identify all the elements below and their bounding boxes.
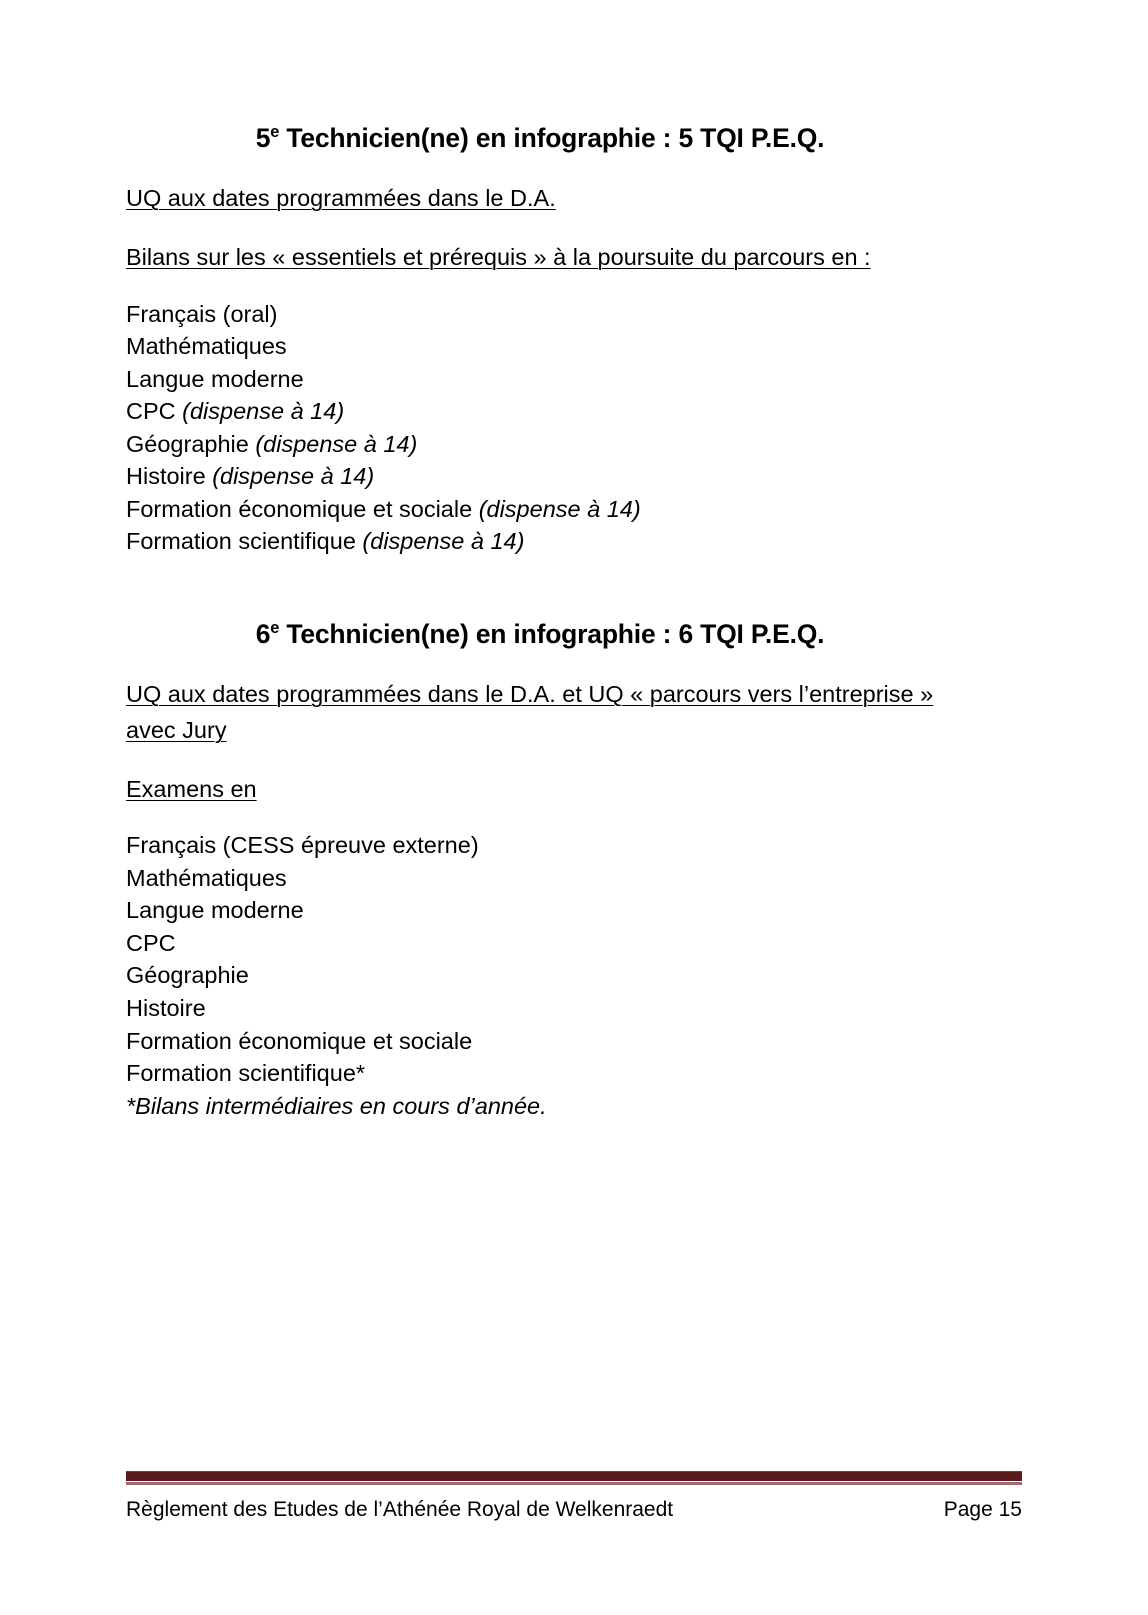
list-item xyxy=(126,1025,954,1058)
section-1-title-superscript: e xyxy=(270,123,280,142)
list-item xyxy=(126,1057,954,1090)
section-2-subject-list xyxy=(126,829,954,1089)
list-item xyxy=(126,992,954,1025)
subject-name: CPC xyxy=(126,398,183,425)
footer-rule-thick xyxy=(126,1471,1022,1481)
section-2-lead-2-underlined: Examens en xyxy=(126,775,257,802)
subject-name: Langue moderne xyxy=(126,897,304,924)
subject-name: Formation scientifique* xyxy=(126,1060,366,1087)
list-item xyxy=(126,894,954,927)
subject-name: Mathématiques xyxy=(126,333,287,360)
subject-note: (dispense à 14) xyxy=(478,495,641,522)
list-item xyxy=(126,862,954,895)
list-item xyxy=(126,460,954,493)
list-item xyxy=(126,829,954,862)
list-item xyxy=(126,395,954,428)
list-item xyxy=(126,959,954,992)
section-2-title xyxy=(126,618,954,651)
section-2-lead-2 xyxy=(126,772,954,808)
section-1-title xyxy=(126,122,954,155)
section-1-lead-2 xyxy=(126,240,954,276)
list-item xyxy=(126,428,954,461)
subject-note: (dispense à 14) xyxy=(362,528,525,555)
subject-name: Histoire xyxy=(126,994,206,1021)
list-item xyxy=(126,927,954,960)
section-2-title-superscript: e xyxy=(270,619,280,638)
subject-note: (dispense à 14) xyxy=(255,430,418,457)
list-item xyxy=(126,525,954,558)
subject-name: CPC xyxy=(126,929,176,956)
page-content xyxy=(126,0,954,1122)
subject-note: (dispense à 14) xyxy=(212,463,375,490)
list-item xyxy=(126,493,954,526)
section-2-title-rest: Technicien(ne) en infographie : 6 TQI P.E.Q. xyxy=(279,618,825,649)
list-item xyxy=(126,363,954,396)
section-1-lead-2-underlined: Bilans sur les « essentiels et prérequis » à la poursuite du parcours en xyxy=(126,243,858,270)
section-2-lead-1: UQ aux dates programmées dans le D.A. et UQ « parcours vers l’entreprise » avec Jury xyxy=(126,681,934,743)
subject-name: Langue moderne xyxy=(126,365,304,392)
subject-name: Formation économique et sociale xyxy=(126,1027,473,1054)
section-1-title-rest: Technicien(ne) en infographie : 5 TQI P.E.Q. xyxy=(279,123,825,153)
subject-name: Français (CESS épreuve externe) xyxy=(126,832,479,859)
subject-name: Français (oral) xyxy=(126,300,278,327)
footer-rule-thin xyxy=(126,1482,1022,1485)
page-footer xyxy=(126,1471,1022,1523)
subject-name: Formation scientifique xyxy=(126,528,363,555)
list-item xyxy=(126,298,954,331)
section-1-title-prefix: 5 xyxy=(255,123,271,153)
subject-name: Mathématiques xyxy=(126,864,287,891)
subject-name: Histoire xyxy=(126,463,213,490)
subject-name: Géographie xyxy=(126,962,249,989)
footer-row xyxy=(126,1496,1022,1523)
subject-name: Formation économique et sociale xyxy=(126,495,479,522)
footer-page-number: Page 15 xyxy=(943,1497,1022,1521)
footer-document-title: Règlement des Etudes de l’Athénée Royal de Welkenraedt xyxy=(126,1497,674,1521)
section-2-title-prefix: 6 xyxy=(255,618,271,649)
section-1-subject-list xyxy=(126,298,954,558)
section-1-lead-2-tail: : xyxy=(857,243,871,270)
subject-note: (dispense à 14) xyxy=(182,398,345,425)
subject-name: Géographie xyxy=(126,430,256,457)
list-item xyxy=(126,330,954,363)
section-1-lead-1: UQ aux dates programmées dans le D.A. xyxy=(126,185,556,212)
section-2-footnote: *Bilans intermédiaires en cours d’année. xyxy=(126,1092,547,1119)
